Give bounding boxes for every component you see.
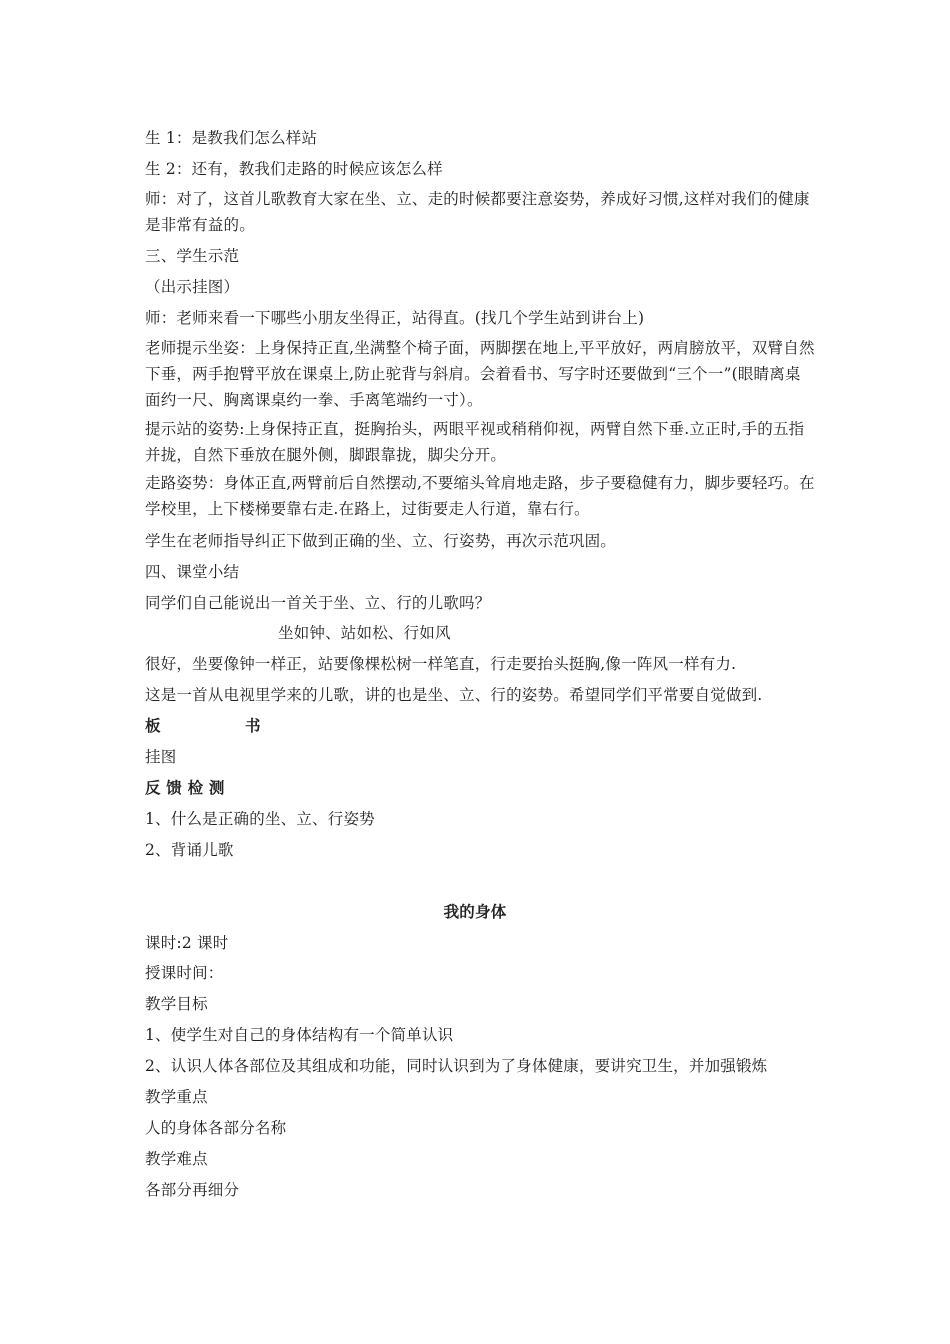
paragraph-standing-posture: 提示站的姿势:上身保持正直，挺胸抬头，两眼平视或稍稍仰视，两臂自然下垂.立正时,手的五指并拢，自然下垂放在腿外侧，脚跟靠拢，脚尖分开。 xyxy=(145,420,805,464)
paragraph-hanging-chart: 挂图 xyxy=(145,748,177,766)
list-item-goal-2: 2、认识人体各部位及其组成和功能，同时认识到为了身体健康，要讲究卫生，并加强锻炼 xyxy=(145,1057,768,1075)
paragraph-student1: 生 1：是教我们怎么样站 xyxy=(145,129,318,147)
paragraph-show-chart: （出示挂图） xyxy=(145,278,240,296)
paragraph-teaching-time: 授课时间： xyxy=(145,964,224,982)
list-item-feedback-2: 2、背诵儿歌 xyxy=(145,841,234,859)
paragraph-question: 同学们自己能说出一首关于坐、立、行的儿歌吗？ xyxy=(145,594,491,612)
heading-teaching-goals: 教学目标 xyxy=(145,995,208,1013)
section-heading-demo: 三、学生示范 xyxy=(145,247,240,265)
paragraph-key-point: 人的身体各部分名称 xyxy=(145,1119,287,1137)
paragraph-student2: 生 2：还有，教我们走路的时候应该怎么样 xyxy=(145,160,443,178)
section-heading-summary: 四、课堂小结 xyxy=(145,563,240,581)
heading-blackboard-char1: 板 xyxy=(145,717,161,735)
paragraph-tv-rhyme: 这是一首从电视里学来的儿歌，讲的也是坐、立、行的姿势。希望同学们平常要自觉做到. xyxy=(145,686,763,704)
paragraph-walking-posture: 走路姿势：身体正直,两臂前后自然摆动,不要缩头耸肩地走路，步子要稳健有力，脚步要轻巧。在学校里，上下楼梯要靠右走.在路上，过街要走人行道，靠右行。 xyxy=(145,474,815,518)
list-item-feedback-1: 1、什么是正确的坐、立、行姿势 xyxy=(145,810,375,828)
rhyme-line: 坐如钟、站如松、行如风 xyxy=(278,624,451,642)
paragraph-difficulty: 各部分再细分 xyxy=(145,1181,240,1199)
heading-key-points: 教学重点 xyxy=(145,1088,208,1106)
paragraph-sitting-posture: 老师提示坐姿：上身保持正直,坐满整个椅子面，两脚摆在地上,平平放好，两肩膀放平，双臂自然下垂，两手抱臂平放在课桌上,防止驼背与斜肩。会着看书、写字时还要做到“三个一”(眼睛离桌面约一尺、胸离课桌约一拳、手离笔端约一寸）。 xyxy=(145,339,815,409)
paragraph-class-hours: 课时:2 课时 xyxy=(145,934,229,952)
heading-difficulties: 教学难点 xyxy=(145,1150,208,1168)
lesson-title: 我的身体 xyxy=(443,903,507,921)
paragraph-teacher-summary: 师：对了，这首儿歌教育大家在坐、立、走的时候都要注意姿势，养成好习惯,这样对我们的健康是非常有益的。 xyxy=(145,190,810,234)
heading-blackboard-char2: 书 xyxy=(245,717,261,735)
heading-feedback: 反 馈 检 测 xyxy=(145,779,225,797)
list-item-goal-1: 1、使学生对自己的身体结构有一个简单认识 xyxy=(145,1026,454,1044)
paragraph-practice: 学生在老师指导纠正下做到正确的坐、立、行姿势，再次示范巩固。 xyxy=(145,532,617,550)
paragraph-explanation: 很好，坐要像钟一样正，站要像棵松树一样笔直，行走要抬头挺胸,像一阵风一样有力. xyxy=(145,655,737,673)
paragraph-teacher-look: 师：老师来看一下哪些小朋友坐得正，站得直。(找几个学生站到讲台上) xyxy=(145,309,645,327)
